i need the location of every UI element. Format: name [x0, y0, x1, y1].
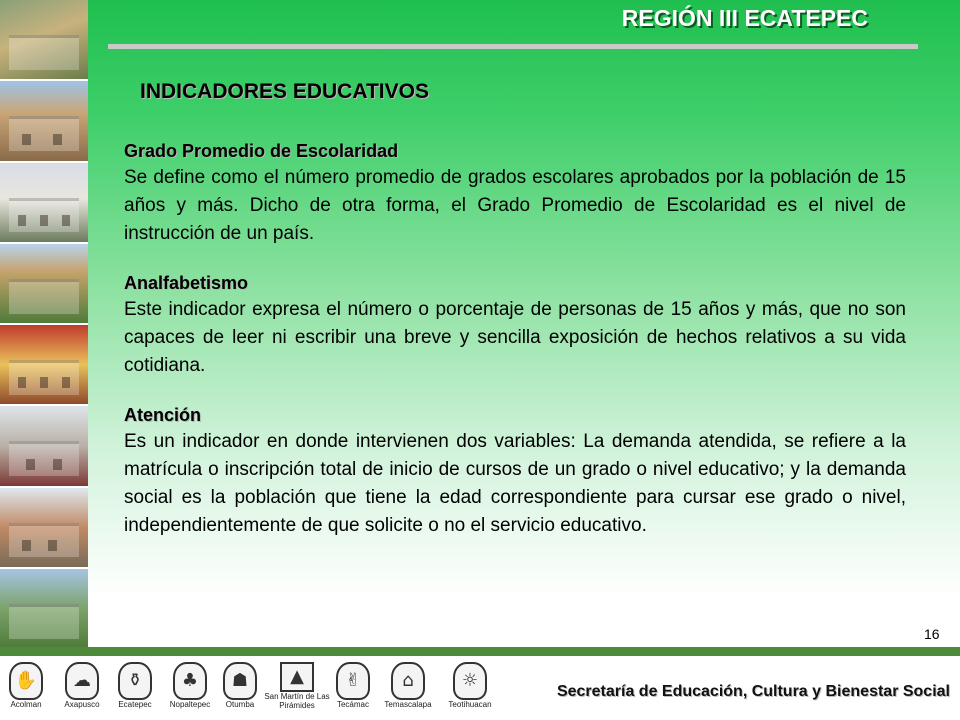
ecatepec-glyph-icon: ⚱ [118, 662, 152, 700]
tecamac-glyph-icon: ✌ [336, 662, 370, 700]
footer [0, 656, 960, 720]
page-heading: INDICADORES EDUCATIVOS [140, 80, 429, 103]
otumba-glyph-icon: ☗ [223, 662, 257, 700]
section-analfabetismo [124, 270, 906, 380]
section-atencion [124, 402, 906, 540]
photo-garden [0, 569, 88, 650]
teotihuacan-glyph-icon: ☼ [453, 662, 487, 700]
photo-strip [0, 0, 88, 650]
municipality-axapusco: ☁ Axapusco [56, 656, 108, 720]
photo-palace [0, 163, 88, 244]
municipality-tecamac: ✌ Tecámac [332, 656, 374, 720]
municipality-otumba: ☗ Otumba [220, 656, 260, 720]
section-text: Se define como el número promedio de grados escolares aprobados por la población de 15 años y más. Dicho de otra forma, el Grado Promedio de Escolaridad es el nivel de instrucción de un país. [124, 167, 906, 244]
municipality-san-martin: ▲ San Martín de Las Pirámides [264, 656, 330, 720]
photo-street [0, 81, 88, 162]
photo-arcade [0, 325, 88, 406]
section-text: Es un indicador en donde intervienen dos variables: La demanda atendida, se refiere a la matrícula o inscripción total de inicio de cursos de un grado o nivel educativo; y la demanda social es la población que tiene la edad correspondiente para cursar ese grado o nivel, independientemente de que solicite o no el servicio educativo. [124, 431, 906, 536]
section-text: Este indicador expresa el número o porcentaje de personas de 15 años y más, que no son capaces de leer ni escribir una breve y sencilla exposición de hechos relativos a su vida cotidiana. [124, 299, 906, 376]
title-divider [108, 44, 918, 49]
photo-town-hall [0, 488, 88, 569]
footer-bar [0, 647, 960, 656]
temascalapa-glyph-icon: ⌂ [391, 662, 425, 700]
axapusco-glyph-icon: ☁ [65, 662, 99, 700]
municipality-temascalapa: ⌂ Temascalapa [378, 656, 438, 720]
section-escolaridad [124, 138, 906, 248]
page-number: 16 [924, 626, 940, 642]
region-title: REGIÓN III ECATEPEC [621, 5, 868, 31]
municipality-ecatepec: ⚱ Ecatepec [112, 656, 158, 720]
acolman-glyph-icon: ✋ [9, 662, 43, 700]
content-body [124, 138, 906, 562]
section-title: Grado Promedio de Escolaridad [124, 141, 399, 161]
municipality-list [0, 656, 500, 720]
photo-building [0, 406, 88, 487]
municipality-nopaltepec: ♣ Nopaltepec [164, 656, 216, 720]
secretaria-label: Secretaría de Educación, Cultura y Bienestar Social [556, 683, 950, 700]
municipality-acolman: ✋ Acolman [2, 656, 50, 720]
photo-aqueduct [0, 244, 88, 325]
section-title: Analfabetismo [124, 273, 249, 293]
photo-church [0, 0, 88, 81]
municipality-teotihuacan: ☼ Teotihuacan [440, 656, 500, 720]
pyramid-glyph-icon: ▲ [280, 662, 314, 692]
section-title: Atención [124, 405, 202, 425]
nopaltepec-glyph-icon: ♣ [173, 662, 207, 700]
